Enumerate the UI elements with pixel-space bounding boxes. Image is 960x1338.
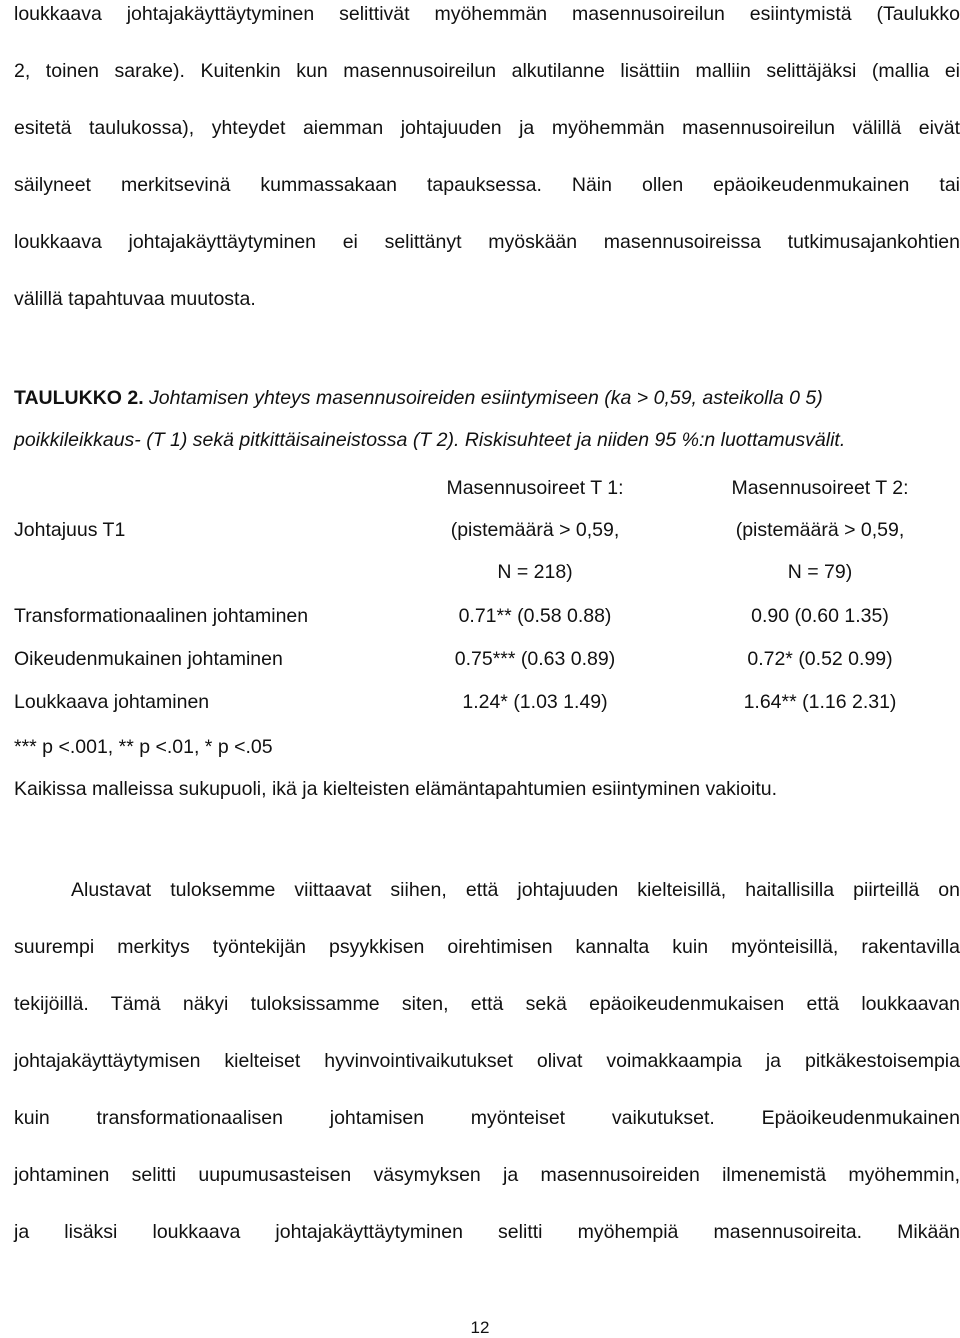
text-line: 2, toinen sarake). Kuitenkin kun masennusoireilun alkutilanne lisättiin malliin selittäjäksi (mallia ei [14,60,960,82]
row-header-label: Johtajuus T1 [14,519,126,541]
text-line: loukkaava johtajakäyttäytyminen selittivät myöhemmän masennusoireilun esiintymistä (Taulukko [14,3,960,25]
col1-header-line: Masennusoireet T 1: [446,477,624,499]
row-label: Transformationaalinen johtaminen [14,605,309,627]
col1-header-line: N = 218) [497,561,573,583]
cell-t2: 0.72* (0.52 0.99) [747,648,893,670]
cell-t2: 1.64** (1.16 2.31) [743,691,897,713]
cell-t1: 0.71** (0.58 0.88) [458,605,612,627]
text-line: johtajakäyttäytymisen kielteiset hyvinvointivaikutukset olivat voimakkaampia ja pitkäkestoisempia [14,1050,960,1072]
text-line: välillä tapahtuvaa muutosta. [14,288,256,310]
col2-header-line: (pistemäärä > 0,59, [735,519,905,541]
col1-header-line: (pistemäärä > 0,59, [450,519,620,541]
row-label: Loukkaava johtaminen [14,691,210,713]
text-line: johtaminen selitti uupumusasteisen väsymyksen ja masennusoireiden ilmenemistä myöhemmin, [14,1164,960,1186]
text-line: loukkaava johtajakäyttäytyminen ei selittänyt myöskään masennusoireissa tutkimusajankohtien [14,231,960,253]
text-line: esitetä taulukossa), yhteydet aiemman johtajuuden ja myöhemmän masennusoireilun välillä eivät [14,117,960,139]
adjustment-note: Kaikissa malleissa sukupuoli, ikä ja kielteisten elämäntapahtumien esiintyminen vakioitu. [14,778,778,800]
text-line: suurempi merkitys työntekijän psyykkisen oirehtimisen kannalta kuin myönteisillä, rakentavilla [14,936,960,958]
caption-line-1 [14,386,823,410]
caption-label: TAULUKKO 2. [14,387,144,409]
cell-t2: 0.90 (0.60 1.35) [751,605,889,627]
cell-t1: 0.75*** (0.63 0.89) [454,648,616,670]
caption-text: Johtamisen yhteys masennusoireiden esiintymiseen (ka > 0,59, asteikolla 0 5) [143,387,823,409]
page-number: 12 [470,1318,490,1337]
caption-line-2: poikkileikkaus- (T 1) sekä pitkittäisaineistossa (T 2). Riskisuhteet ja niiden 95 %:n luottamusvälit. [14,429,846,451]
text-line: tekijöillä. Tämä näkyi tuloksissamme siten, että sekä epäoikeudenmukaisen että loukkaavan [14,993,960,1015]
cell-t1: 1.24* (1.03 1.49) [462,691,608,713]
text-line: ja lisäksi loukkaava johtajakäyttäytyminen selitti myöhempiä masennusoireita. Mikään [14,1221,960,1243]
col2-header-line: N = 79) [787,561,853,583]
col2-header-line: Masennusoireet T 2: [731,477,909,499]
significance-note: *** p <.001, ** p <.01, * p <.05 [14,736,273,758]
text-line: Alustavat tuloksemme viittaavat siihen, että johtajuuden kielteisillä, haitallisilla piirteillä on [71,879,960,901]
text-line: säilyneet merkitsevinä kummassakaan tapauksessa. Näin ollen epäoikeudenmukainen tai [14,174,960,196]
row-label: Oikeudenmukainen johtaminen [14,648,283,670]
text-line: kuin transformationaalisen johtamisen myönteiset vaikutukset. Epäoikeudenmukainen [14,1107,960,1129]
